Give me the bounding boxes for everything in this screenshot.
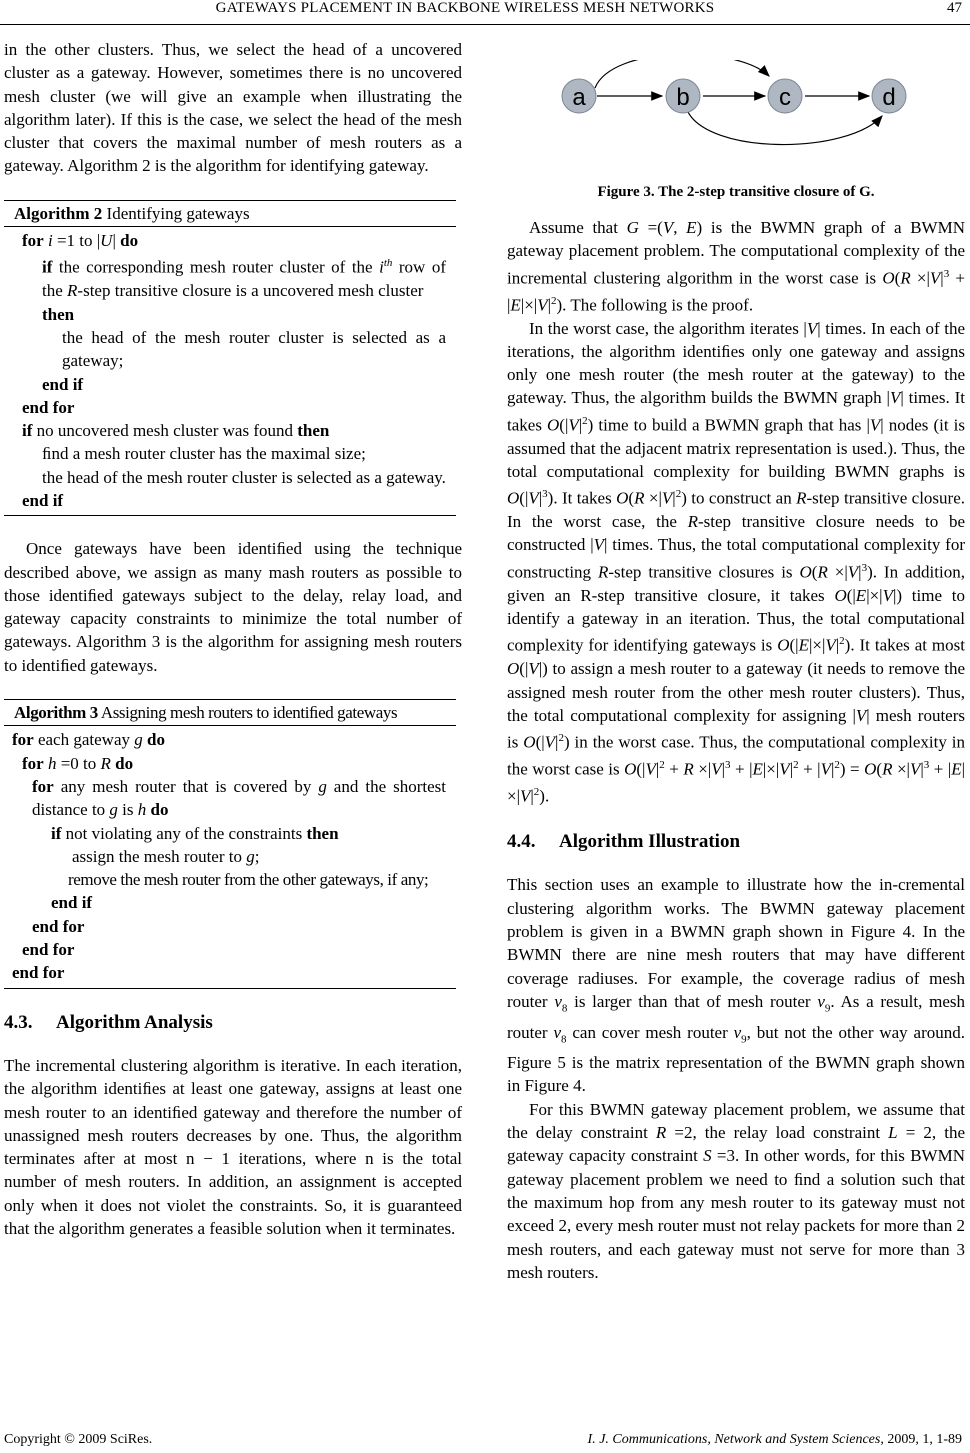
right-paragraph-1: Assume that G =(V, E) is the BWMN graph of a BWMN gateway placement problem. The computational complexity of the incremental clustering algorithm in the worst case is $O(R \times|V|^3 + |E|\times|V|^2)$. The following is the proof. xyxy=(507,218,965,315)
running-header xyxy=(0,0,970,26)
paragraph-2: Once gateways have been identiﬁed using the technique described above, we assign as many mash routers as possible to those identiﬁed gateways subject to the delay, relay load, and gateway capacity constraints to minimize the total number of gateways. Algorithm 3 is the algorithm for assigning mesh routers to identiﬁed gateways. xyxy=(4,539,462,675)
left-column xyxy=(4,38,462,1240)
right-paragraph-2: In the worst case, the algorithm iterates |V| times. In each of the iterations, the algorithm identiﬁes only one gateway and assigns only one mesh router (the mesh router at the gateway) to the gateway. Thus, the algorithm builds the BWMN graph |V| times. It takes $O(|V|^2)$ time to build a BWMN graph that has |V| nodes (it is assumed that the adjacent matrix representation is used.). Thus, the total computational complexity for building BWMN graphs is $O(|V|^3)$. It takes $O(R \times|V|^2)$ to construct an R-step transitive closure. In the worst case, the R-step transitive closure needs to be constructed |V| times. Thus, the total computational complexity for constructing R-step transitive closures is $O(R \times|V|^3)$. In addition, given an R-step transitive closure, it takes O(|E|×|V|) time to identify a gateway in an iteration. Thus, the total computational complexity for identifying gateways is $O(|E|\times|V|^2)$. It takes at most O(|V|) to assign a mesh router to a gateway (it needs to remove the assigned mesh router from the other mesh router clusters). Thus, the total computational complexity for assigning |V| mesh routers is $O(|V|^2)$ in the worst case. Thus, the computational complexity in the worst case is $O(|V|^2 + R \times|V|^3 + |E|\times|V|^2 + |V|^2) = O(R \times|V|^3 + |E|\times|V|^2)$. xyxy=(507,318,966,806)
figure-3-caption: Figure 3. The 2-step transitive closure of G. xyxy=(597,184,875,201)
section-4-3-heading: 4.3. Algorithm Analysis xyxy=(4,1011,213,1033)
svg-text:c: c xyxy=(779,84,791,111)
journal-citation: I. J. Communications, Network and System Sciences, 2009, 1, 1-89 xyxy=(587,1432,962,1447)
algo2-endif2: end if xyxy=(22,491,64,510)
algo3-line-1: for each gateway g do xyxy=(12,730,165,750)
right-paragraph-4: For this BWMN gateway placement problem, we assume that the delay constraint R =2, the relay load constraint L = 2, the gateway capacity constraint S =3. In other words, for this BWMN gateway placement problem we need to ﬁnd a solution such that the maximum hop from any mesh router to its gateway must not exceed 2, every mesh router must not relay packets for more than 2 mesh routers, and each gateway must not serve for more than 3 mesh routers. xyxy=(507,1099,966,1282)
algo3-line-4: if not violating any of the constraints then xyxy=(51,823,339,843)
algo2-endfor: end for xyxy=(22,397,75,417)
figure-3 xyxy=(507,60,965,240)
svg-text:a: a xyxy=(572,84,586,111)
algorithm-2-title: Identifying gateways xyxy=(106,203,250,223)
right-column xyxy=(507,60,965,1284)
paragraph-3: The incremental clustering algorithm is iterative. In each iteration, the algorithm identiﬁes at least one gateway, assigns at least one mesh router to an identiﬁed gateway and therefore the number of unassigned mesh routers decreases by one. Thus, the algorithm terminates after at most n − 1 iterations, where n is the total number of mesh routers. In addition, an assignment is accepted only when it does not violet the constraints. So, it is guaranteed that the algorithm generates a feasible solution when it terminates. xyxy=(4,1055,462,1239)
svg-text:b: b xyxy=(676,84,690,111)
algorithm-2-label: Algorithm 2 xyxy=(14,203,103,223)
algo3-endif: end if xyxy=(51,893,93,913)
algo2-then: then xyxy=(42,304,75,324)
algo2-endif: end if xyxy=(42,374,84,394)
algorithm-2-caption xyxy=(4,201,456,227)
algo3-line-3: for any mesh router that is covered by g and the shortest distance to g is h do xyxy=(32,776,446,820)
node-c xyxy=(768,79,802,113)
intro-paragraph: in the other clusters. Thus, we select the head of a uncovered cluster as a gateway. However, sometimes there is no uncovered mesh cluster (we will give an example when illustrating the algorithm later). If this is the case, we select the head of the mesh cluster that covers the maximal number of mesh routers as a gateway. Algorithm 2 is the algorithm for identifying gateway. xyxy=(4,40,462,176)
algo2-for-line: for i =1 to |U| do xyxy=(22,231,139,251)
copyright-notice: Copyright © 2009 SciRes. xyxy=(4,1432,153,1447)
page-number: 47 xyxy=(947,0,962,16)
algorithm-3-box xyxy=(4,699,456,989)
algorithm-2-body xyxy=(4,227,456,515)
node-d xyxy=(872,79,906,113)
algo3-line-2: for h =0 to R do xyxy=(22,753,134,773)
algo2-if-line: if the corresponding mesh router cluster of the $i^{th}$ row of the R-step transitive closure is a uncovered mesh cluster xyxy=(42,257,446,301)
algorithm-3-body xyxy=(4,726,456,987)
running-title: GATEWAYS PLACEMENT IN BACKBONE WIRELESS MESH NETWORKS xyxy=(215,0,715,16)
algo2-then-text: the head of the mesh router cluster is selected as a gateway; xyxy=(62,327,446,371)
header-rule xyxy=(0,24,970,25)
algo3-endfor-outer: end for xyxy=(12,963,65,983)
svg-text:d: d xyxy=(882,84,896,111)
algorithm-3-caption xyxy=(4,700,456,726)
right-paragraph-3: This section uses an example to illustrate how the in-cremental clustering algorithm works. The BWMN gateway placement problem is given in a BWMN graph shown in Figure 4. In the BWMN there are nine mesh routers that may have different coverage radiuses. For example, the coverage radius of mesh router $v_8$ is larger than that of mesh router $v_9$. As a result, mesh router $v_8$ can cover mesh router $v_9$, but not the other way around. Figure 5 is the matrix representation of the BWMN graph shown in Figure 4. xyxy=(507,875,965,1096)
algorithm-2-box xyxy=(4,200,456,517)
algorithm-3-label: Algorithm 3 xyxy=(14,703,98,723)
algo3-line-5: assign the mesh router to g; xyxy=(72,846,260,866)
algorithm-3-title: Assigning mesh routers to identiﬁed gateways xyxy=(100,703,398,723)
transitive-closure-graph xyxy=(507,60,965,170)
algo2-if2-line: if no uncovered mesh cluster was found then xyxy=(22,421,330,441)
edge-b-d xyxy=(687,110,882,145)
section-4-4-heading: 4.4. Algorithm Illustration xyxy=(507,831,741,853)
algo2-head-line: the head of the mesh router cluster is selected as a gateway. xyxy=(42,467,446,487)
algo3-endfor-inner: end for xyxy=(32,916,85,936)
algo2-find-line: ﬁnd a mesh router cluster has the maximal size; xyxy=(42,444,366,464)
node-a xyxy=(562,79,596,113)
node-b xyxy=(666,79,700,113)
algo3-line-6: remove the mesh router from the other gateways, if any; xyxy=(68,870,429,890)
algo3-endfor-mid: end for xyxy=(22,940,75,960)
